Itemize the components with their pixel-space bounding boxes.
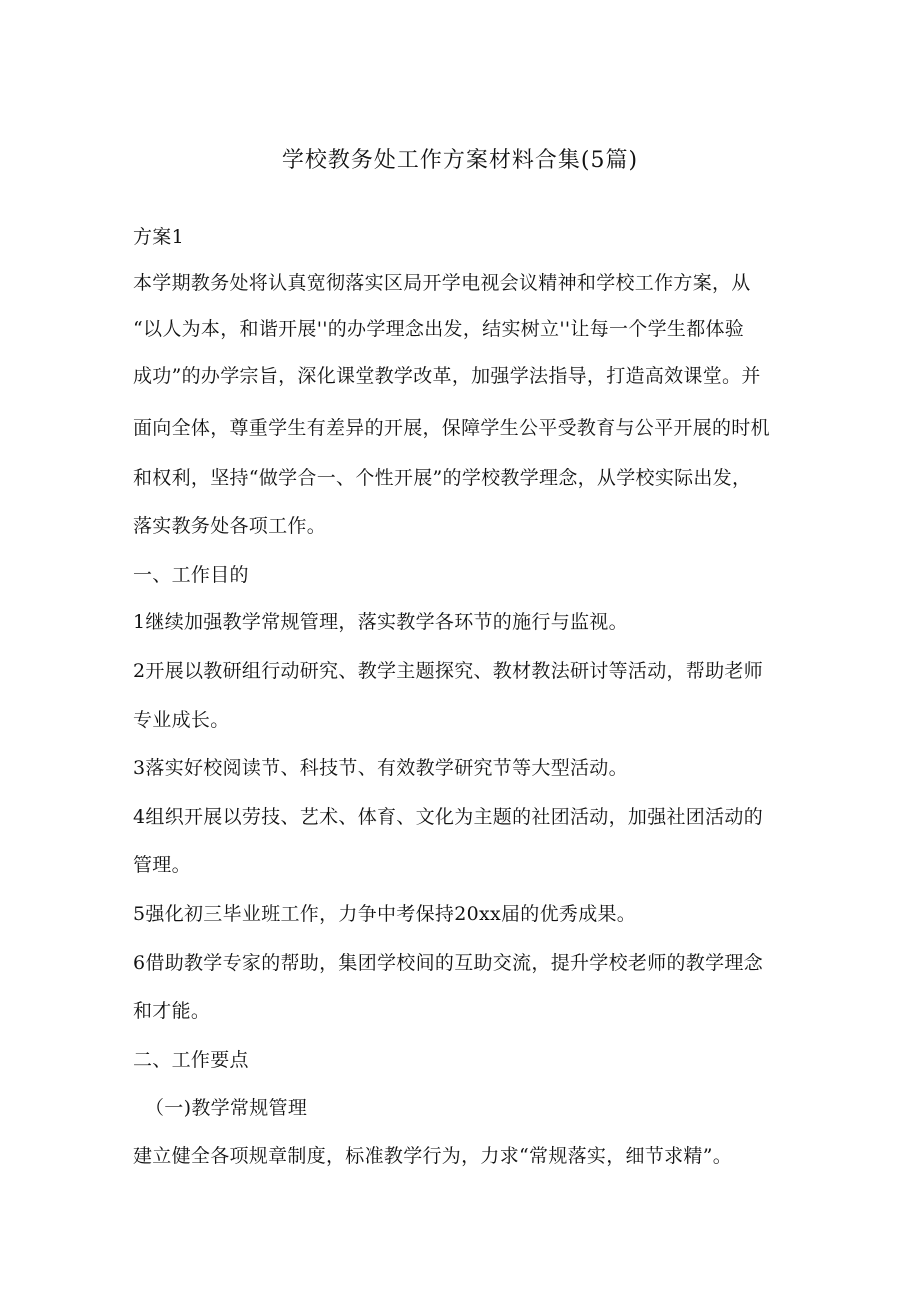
goal-line: 管理。 xyxy=(133,854,191,876)
goal-line: 专业成长。 xyxy=(133,709,230,731)
goal-line: 和才能。 xyxy=(133,1000,211,1022)
goal-line: 2开展以教研组行动研究、教学主题探究、教材教法研讨等活动，帮助老师 xyxy=(133,660,763,682)
document-title: 学校教务处工作方案材料合集(5篇) xyxy=(281,148,639,173)
intro-line: 成功”的办学宗旨，深化课堂教学改革，加强学法指导，打造高效课堂。并 xyxy=(133,365,761,387)
subheading-teaching-routine: （一)教学常规管理 xyxy=(145,1097,308,1119)
heading-work-points: 二、工作要点 xyxy=(133,1049,249,1071)
goal-line: 3落实好校阅读节、科技节、有效教学研究节等大型活动。 xyxy=(133,757,628,779)
intro-line: “以人为本，和谐开展''的办学理念出发，结实树立''让每一个学生都体验 xyxy=(133,318,745,340)
intro-line: 和权利，坚持“做学合一、个性开展”的学校教学理念，从学校实际出发， xyxy=(133,467,752,489)
intro-line: 本学期教务处将认真宽彻落实区局开学电视会议精神和学校工作方案，从 xyxy=(133,272,751,294)
goal-line: 6借助教学专家的帮助，集团学校间的互助交流，提升学校老师的教学理念 xyxy=(133,952,763,974)
section-label: 方案1 xyxy=(133,226,184,248)
goal-line: 4组织开展以劳技、艺术、体育、文化为主题的社团活动，加强社团活动的 xyxy=(133,806,763,828)
intro-line: 落实教务处各项工作。 xyxy=(133,515,327,537)
intro-line: 面向全体，尊重学生有差异的开展，保障学生公平受教育与公平开展的时机 xyxy=(133,417,770,439)
body-line: 建立健全各项规章制度，标准教学行为，力求“常规落实，细节求精”。 xyxy=(133,1145,733,1167)
goal-line: 1继续加强教学常规管理，落实教学各环节的施行与监视。 xyxy=(133,611,628,633)
heading-work-goals: 一、工作目的 xyxy=(133,564,249,586)
goal-line: 5强化初三毕业班工作，力争中考保持20xx届的优秀成果。 xyxy=(133,903,637,925)
